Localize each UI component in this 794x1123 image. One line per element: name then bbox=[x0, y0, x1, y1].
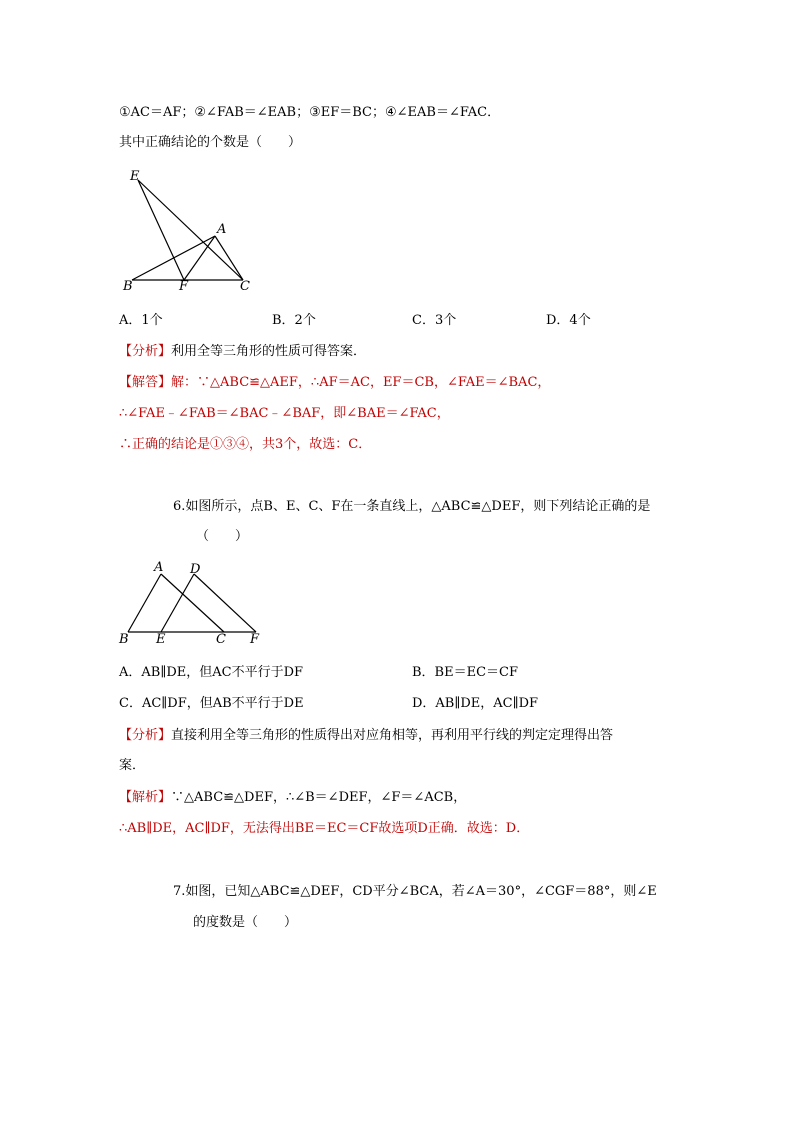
q6-stem-line-1: 6.如图所示，点B、E、C、F在一条直线上，△ABC≌△DEF，则下列结论正确的是 bbox=[173, 499, 651, 514]
q6-label-C: C bbox=[216, 632, 226, 647]
q5-solution-line-2: ∴∠FAE﹣∠FAB＝∠BAC﹣∠BAF，即∠BAE＝∠FAC， bbox=[119, 406, 450, 421]
q5-seg-FA bbox=[184, 236, 215, 280]
q6-figure bbox=[116, 558, 266, 648]
q5-conditions: ①AC＝AF；②∠FAB＝∠EAB；③EF＝BC；④∠EAB＝∠FAC． bbox=[119, 105, 501, 120]
q6-solution-line-2: ∴AB∥DE，AC∥DF，无法得出BE＝EC＝CF故选项D正确．故选：D． bbox=[119, 821, 530, 836]
q6-option-b[interactable]: B．BE＝EC＝CF bbox=[412, 665, 518, 680]
q5-label-C: C bbox=[240, 279, 250, 294]
q7-stem-line-2: 的度数是（ ） bbox=[193, 915, 298, 930]
q6-label-B: B bbox=[119, 632, 129, 647]
q6-analysis-line-2: 案． bbox=[119, 758, 146, 773]
q5-seg-EC bbox=[138, 180, 243, 280]
q6-option-d[interactable]: D．AB∥DE，AC∥DF bbox=[412, 696, 539, 711]
q5-option-d[interactable]: D．4个 bbox=[546, 313, 591, 328]
q6-solution-text-1: ∵△ABC≌△DEF，∴∠B＝∠DEF，∠F＝∠ACB， bbox=[171, 790, 467, 805]
q5-figure bbox=[118, 166, 278, 296]
q5-solution-text-1: 解：∵△ABC≌△AEF，∴AF＝AC，EF＝CB，∠FAE＝∠BAC， bbox=[171, 375, 551, 390]
q5-analysis bbox=[119, 343, 366, 361]
q6-option-a[interactable]: A．AB∥DE，但AC不平行于DF bbox=[119, 665, 304, 680]
q6-seg-ED bbox=[161, 574, 194, 632]
q6-analysis-line-1 bbox=[119, 727, 613, 745]
q6-solution-tag: 【解析】 bbox=[119, 790, 172, 805]
q7-stem-line-1: 7.如图，已知△ABC≌△DEF，CD平分∠BCA，若∠A＝30°，∠CGF＝88°，则∠E bbox=[173, 884, 657, 899]
q5-analysis-tag: 【分析】 bbox=[119, 344, 172, 359]
q6-seg-AC bbox=[161, 574, 224, 632]
q5-seg-BA bbox=[132, 236, 215, 280]
q6-label-A: A bbox=[154, 560, 164, 575]
q6-analysis-tag: 【分析】 bbox=[119, 728, 172, 743]
q6-seg-DF bbox=[194, 574, 256, 632]
q6-label-F: F bbox=[250, 632, 260, 647]
q6-analysis-text-1: 直接利用全等三角形的性质得出对应角相等，再利用平行线的判定定理得出答 bbox=[171, 728, 614, 743]
q6-seg-BA bbox=[128, 574, 161, 632]
q5-option-a[interactable]: A．1个 bbox=[119, 313, 163, 328]
q5-solution-tag: 【解答】 bbox=[119, 375, 172, 390]
q5-label-E: E bbox=[130, 169, 140, 184]
q5-question: 其中正确结论的个数是（ ） bbox=[119, 135, 302, 150]
q6-solution-line-1 bbox=[119, 789, 466, 807]
q5-label-B: B bbox=[123, 279, 133, 294]
q5-label-F: F bbox=[179, 279, 189, 294]
q5-solution-line-3: ∴正确的结论是①③④，共3个，故选：C． bbox=[119, 437, 372, 452]
q5-solution-line-1 bbox=[119, 374, 550, 392]
q5-option-c[interactable]: C．3个 bbox=[412, 313, 457, 328]
q6-label-D: D bbox=[190, 562, 201, 577]
q6-option-c[interactable]: C．AC∥DF，但AB不平行于DE bbox=[119, 696, 304, 711]
q5-label-A: A bbox=[217, 222, 227, 237]
q6-label-E: E bbox=[156, 632, 166, 647]
q5-analysis-text: 利用全等三角形的性质可得答案． bbox=[171, 344, 367, 359]
q5-option-b[interactable]: B．2个 bbox=[272, 313, 316, 328]
q6-stem-line-2: （ ） bbox=[196, 529, 249, 544]
